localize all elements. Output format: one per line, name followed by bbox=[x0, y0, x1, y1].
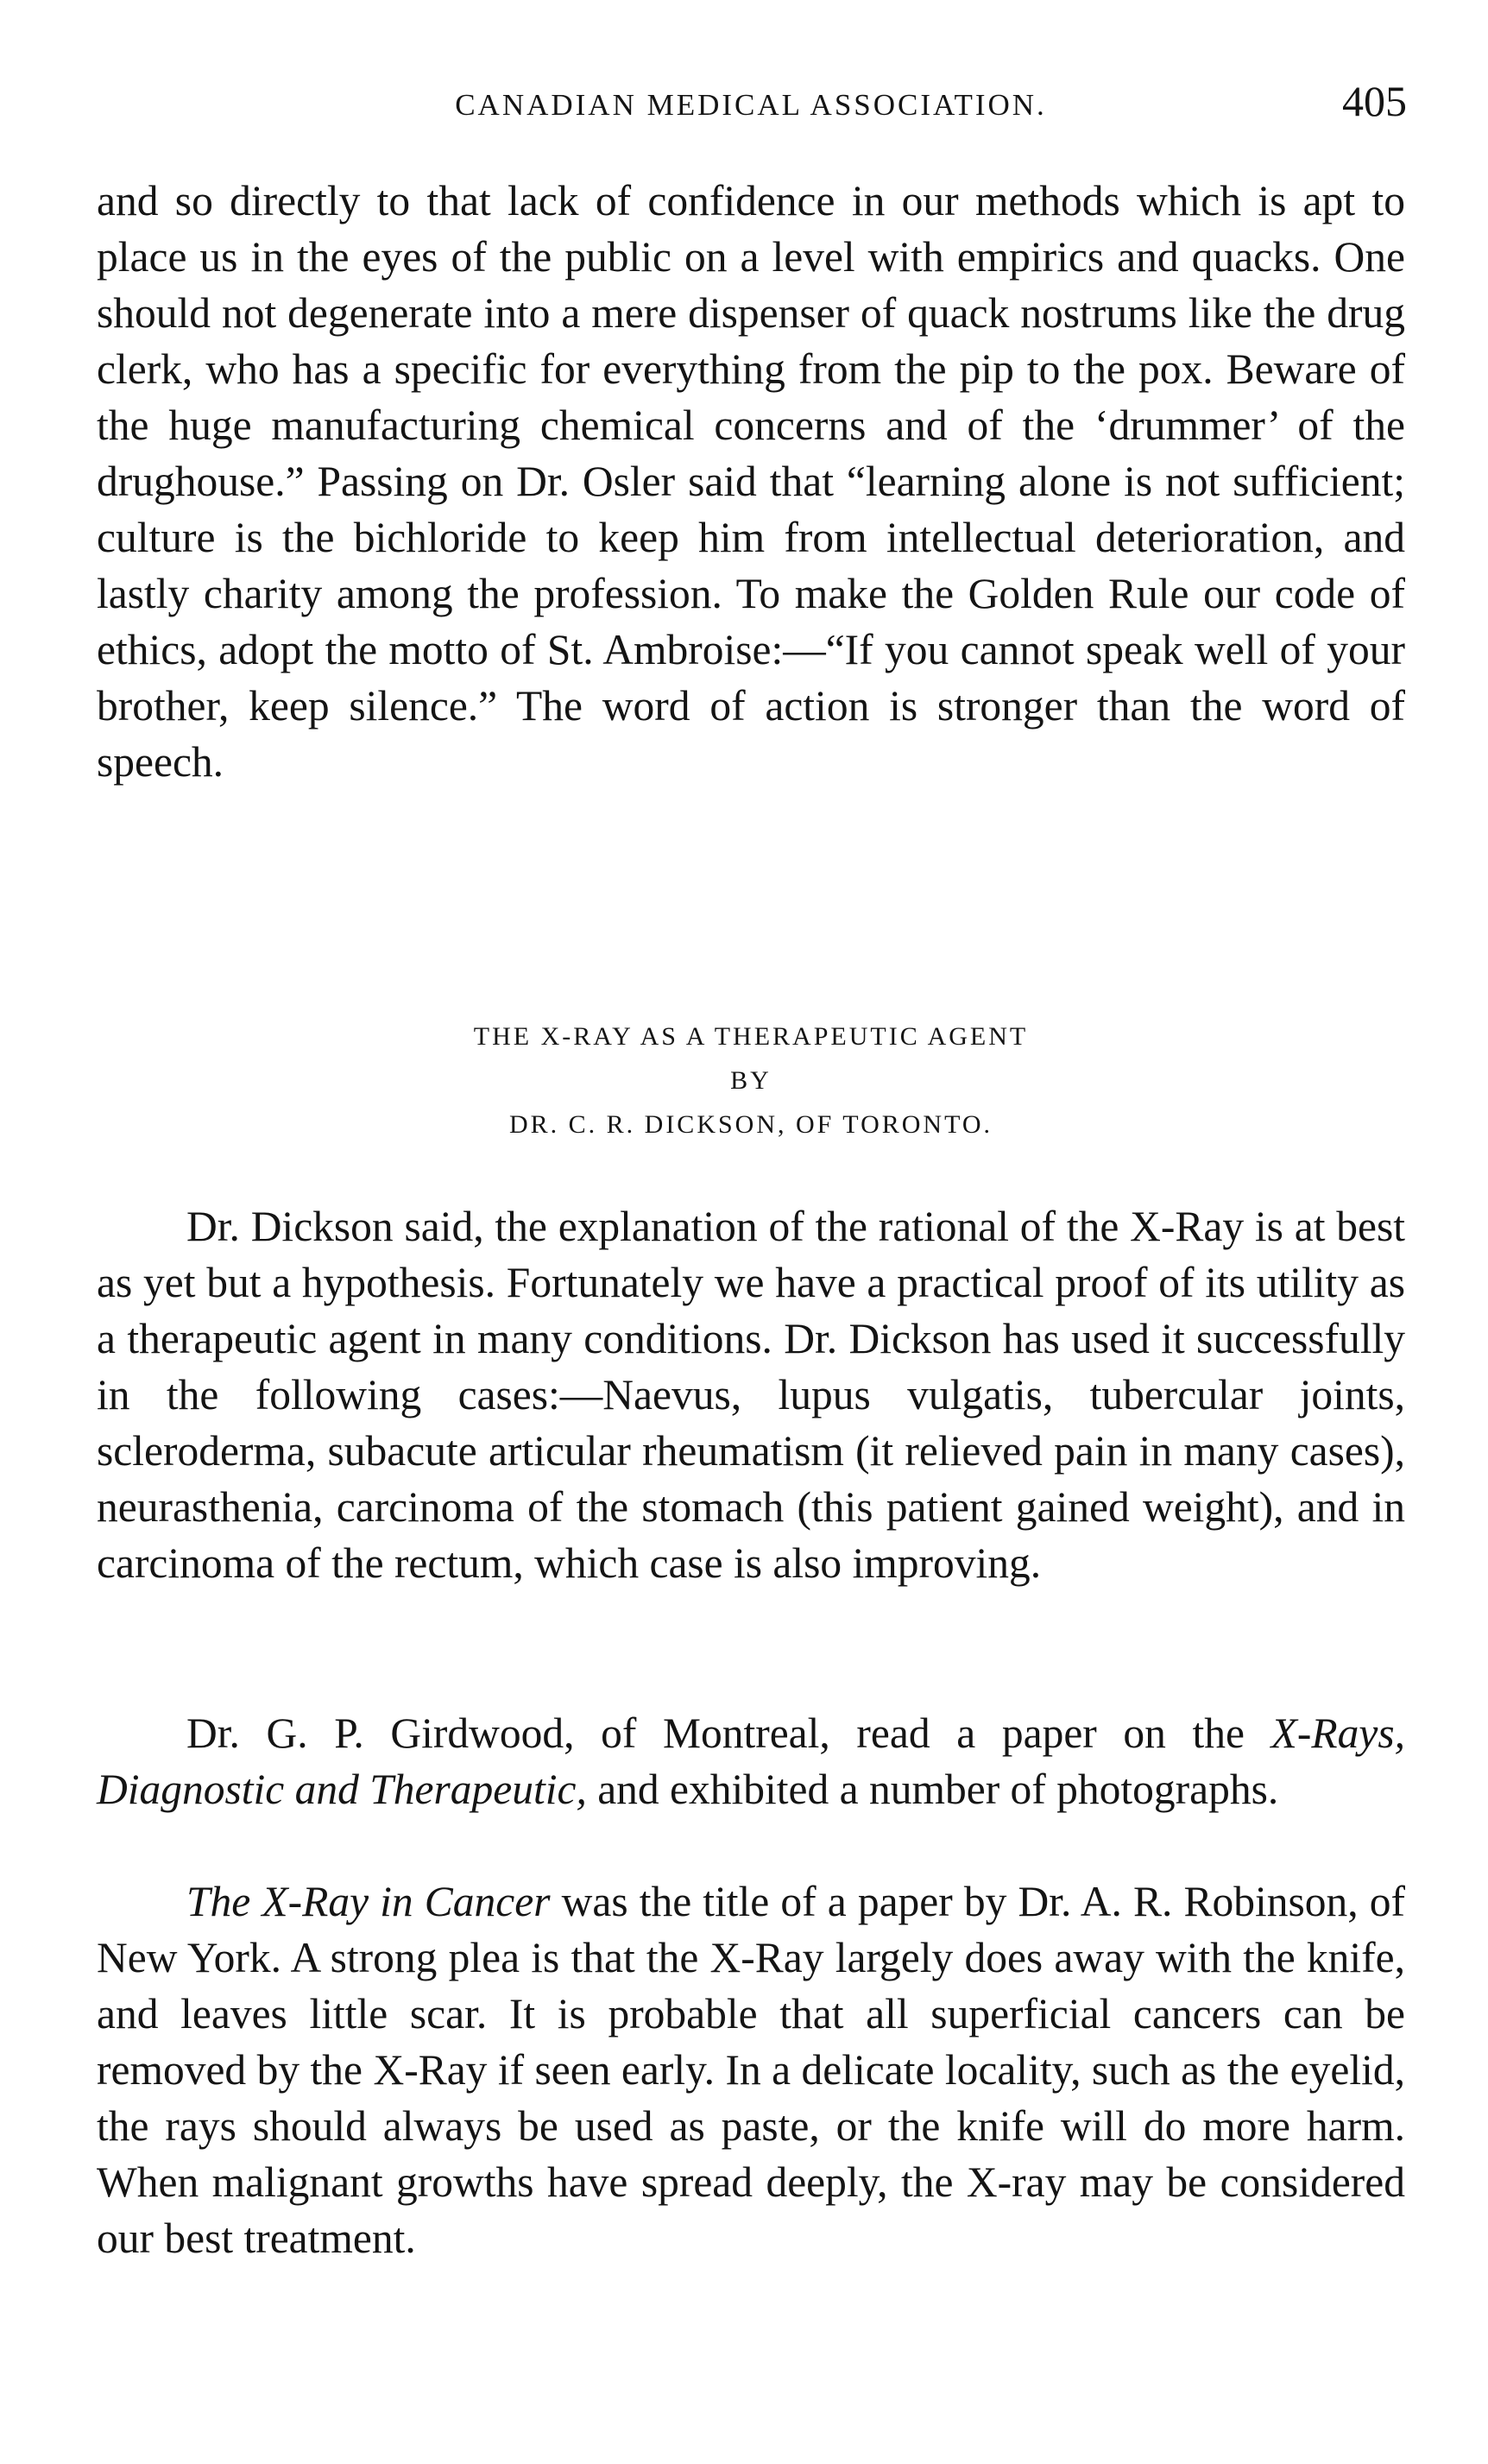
running-title: CANADIAN MEDICAL ASSOCIATION. bbox=[455, 88, 1047, 122]
section-heading bbox=[97, 1014, 1405, 1147]
page-number: 405 bbox=[1342, 77, 1407, 125]
paragraph-girdwood-end: and exhibited a number of photographs. bbox=[586, 1766, 1279, 1813]
paragraph-osler-continuation: and so directly to that lack of confidence in our methods which is apt to place us in the eyes of the public on a level with empirics and quacks. One should not degenerate into a mere dispenser of quack nostrums like the drug clerk, who has a specific for everything from the pip to the pox. Beware of the huge manufacturing chemical concerns and of the ‘drummer’ of the drughouse.” Passing on Dr. Osler said that “learning alone is not sufficient; culture is the bichloride to keep him from intellectual deterioration, and lastly charity among the profession. To make the Golden Rule our code of ethics, adopt the motto of St. Ambroise:—“If you cannot speak well of your brother, keep silence.” The word of action is stronger than the word of speech. bbox=[97, 177, 1405, 786]
paragraph-girdwood-intro: Dr. G. P. Girdwood, of Montreal, read a paper on the bbox=[186, 1709, 1271, 1757]
section-title: THE X-RAY AS A THERAPEUTIC AGENT bbox=[473, 1022, 1029, 1051]
section-by: BY bbox=[730, 1066, 772, 1095]
running-head bbox=[95, 76, 1407, 145]
paper-title-robinson: The X-Ray in Cancer bbox=[186, 1878, 551, 1925]
section-author: DR. C. R. DICKSON, OF TORONTO. bbox=[508, 1110, 993, 1139]
paragraph-robinson bbox=[97, 1873, 1405, 2266]
paragraph-girdwood bbox=[97, 1705, 1405, 1817]
paper-title-girdwood: X-Rays, Diagnostic and Therapeutic, bbox=[97, 1709, 1405, 1813]
paragraph-dickson: Dr. Dickson said, the explanation of the rational of the X-Ray is at best as yet but a hypothesis. Fortunately we have a practical proof of its utility as a therapeutic agent in many conditions. Dr. Dickson has used it successfully in the following cases:—Naevus, lupus vulgatis, tubercular joints, scleroderma, subacute articular rheumatism (it relieved pain in many cases), neurasthenia, carcinoma of the stomach (this patient gained weight), and in carcinoma of the rectum, which case is also improving. bbox=[97, 1203, 1405, 1587]
paragraph-robinson-body: was the title of a paper by Dr. A. R. Robinson, of New York. A strong plea is that the X-Ray largely does away with the knife, and leaves little scar. It is probable that all superficial cancers can be removed by the X-Ray if seen early. In a delicate locality, such as the eyelid, the rays should always be used as paste, or the knife will do more harm. When malignant growths have spread deeply, the X-ray may be considered our best treatment. bbox=[97, 1878, 1405, 2262]
